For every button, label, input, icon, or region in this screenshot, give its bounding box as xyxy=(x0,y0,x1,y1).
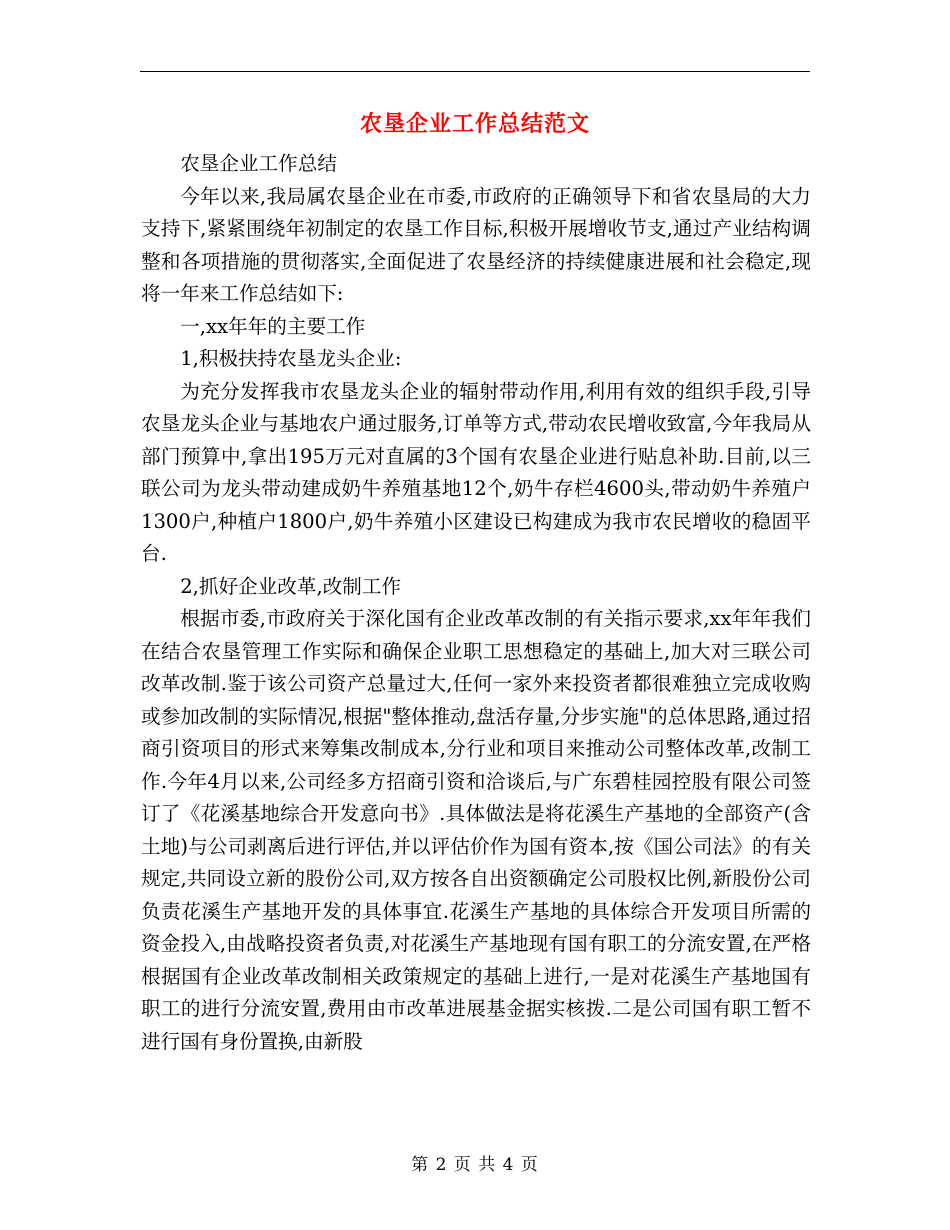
page-footer xyxy=(0,1153,950,1177)
footer-prefix: 第 xyxy=(411,1155,430,1175)
subheading-enterprise-reform: 2,抓好企业改革,改制工作 xyxy=(180,574,402,598)
footer-total-pages: 4 xyxy=(502,1155,515,1175)
footer-suffix: 页 xyxy=(520,1155,539,1175)
paragraph-intro: 今年以来,我局属农垦企业在市委,市政府的正确领导下和省农垦局的大力支持下,紧紧围绕年初制定的农垦工作目标,积极开展增收节支,通过产业结构调整和各项措施的贯彻落实,全面促进了农垦经济的持续健康进展和社会稳定,现将一年来工作总结如下: xyxy=(141,184,811,305)
header-rule xyxy=(140,71,810,72)
document-title: 农垦企业工作总结范文 xyxy=(359,111,590,137)
paragraph-leading-enterprises: 为充分发挥我市农垦龙头企业的辐射带动作用,利用有效的组织手段,引导农垦龙头企业与基地农户通过服务,订单等方式,带动农民增收致富,今年我局从部门预算中,拿出195万元对直属的3个国有农垦企业进行贴息补助.目前,以三联公司为龙头带动建成奶牛养殖基地12个,奶牛存栏4600头,带动奶牛养殖户1300户,种植户1800户,奶牛养殖小区建设已构建成为我市农民增收的稳固平台. xyxy=(141,379,811,565)
footer-current-page: 2 xyxy=(435,1155,448,1175)
subheading-leading-enterprises: 1,积极扶持农垦龙头企业: xyxy=(180,347,402,370)
paragraph-enterprise-reform: 根据市委,市政府关于深化国有企业改革改制的有关指示要求,xx年年我们在结合农垦管理工作实际和确保企业职工思想稳定的基础上,加大对三联公司改革改制.鉴于该公司资产总量过大,任何一家外来投资者都很难独立完成收购或参加改制的实际情况,根据"整体推动,盘活存量,分步实施"的总体思路,通过招商引资项目的形式来筹集改制成本,分行业和项目来推动公司整体改革,改制工作.今年4月以来,公司经多方招商引资和洽谈后,与广东碧桂园控股有限公司签订了《花溪基地综合开发意向书》.具体做法是将花溪生产基地的全部资产(含土地)与公司剥离后进行评估,并以评估价作为国有资本,按《国公司法》的有关规定,共同设立新的股份公司,双方按各自出资额确定公司股权比例,新股份公司负责花溪生产基地开发的具体事宜.花溪生产基地的具体综合开发项目所需的资金投入,由战略投资者负责,对花溪生产基地现有国有职工的分流安置,在严格根据国有企业改革改制相关政策规定的基础上进行,一是对花溪生产基地国有职工的进行分流安置,费用由市改革进展基金据实核拨.二是公司国有职工暂不进行国有身份置换,由新股 xyxy=(141,607,811,1053)
paragraph-subtitle: 农垦企业工作总结 xyxy=(180,152,337,175)
document-body xyxy=(141,148,811,1058)
footer-middle: 页 共 xyxy=(453,1155,497,1175)
section-heading-main-work: 一,xx年年的主要工作 xyxy=(180,314,366,338)
